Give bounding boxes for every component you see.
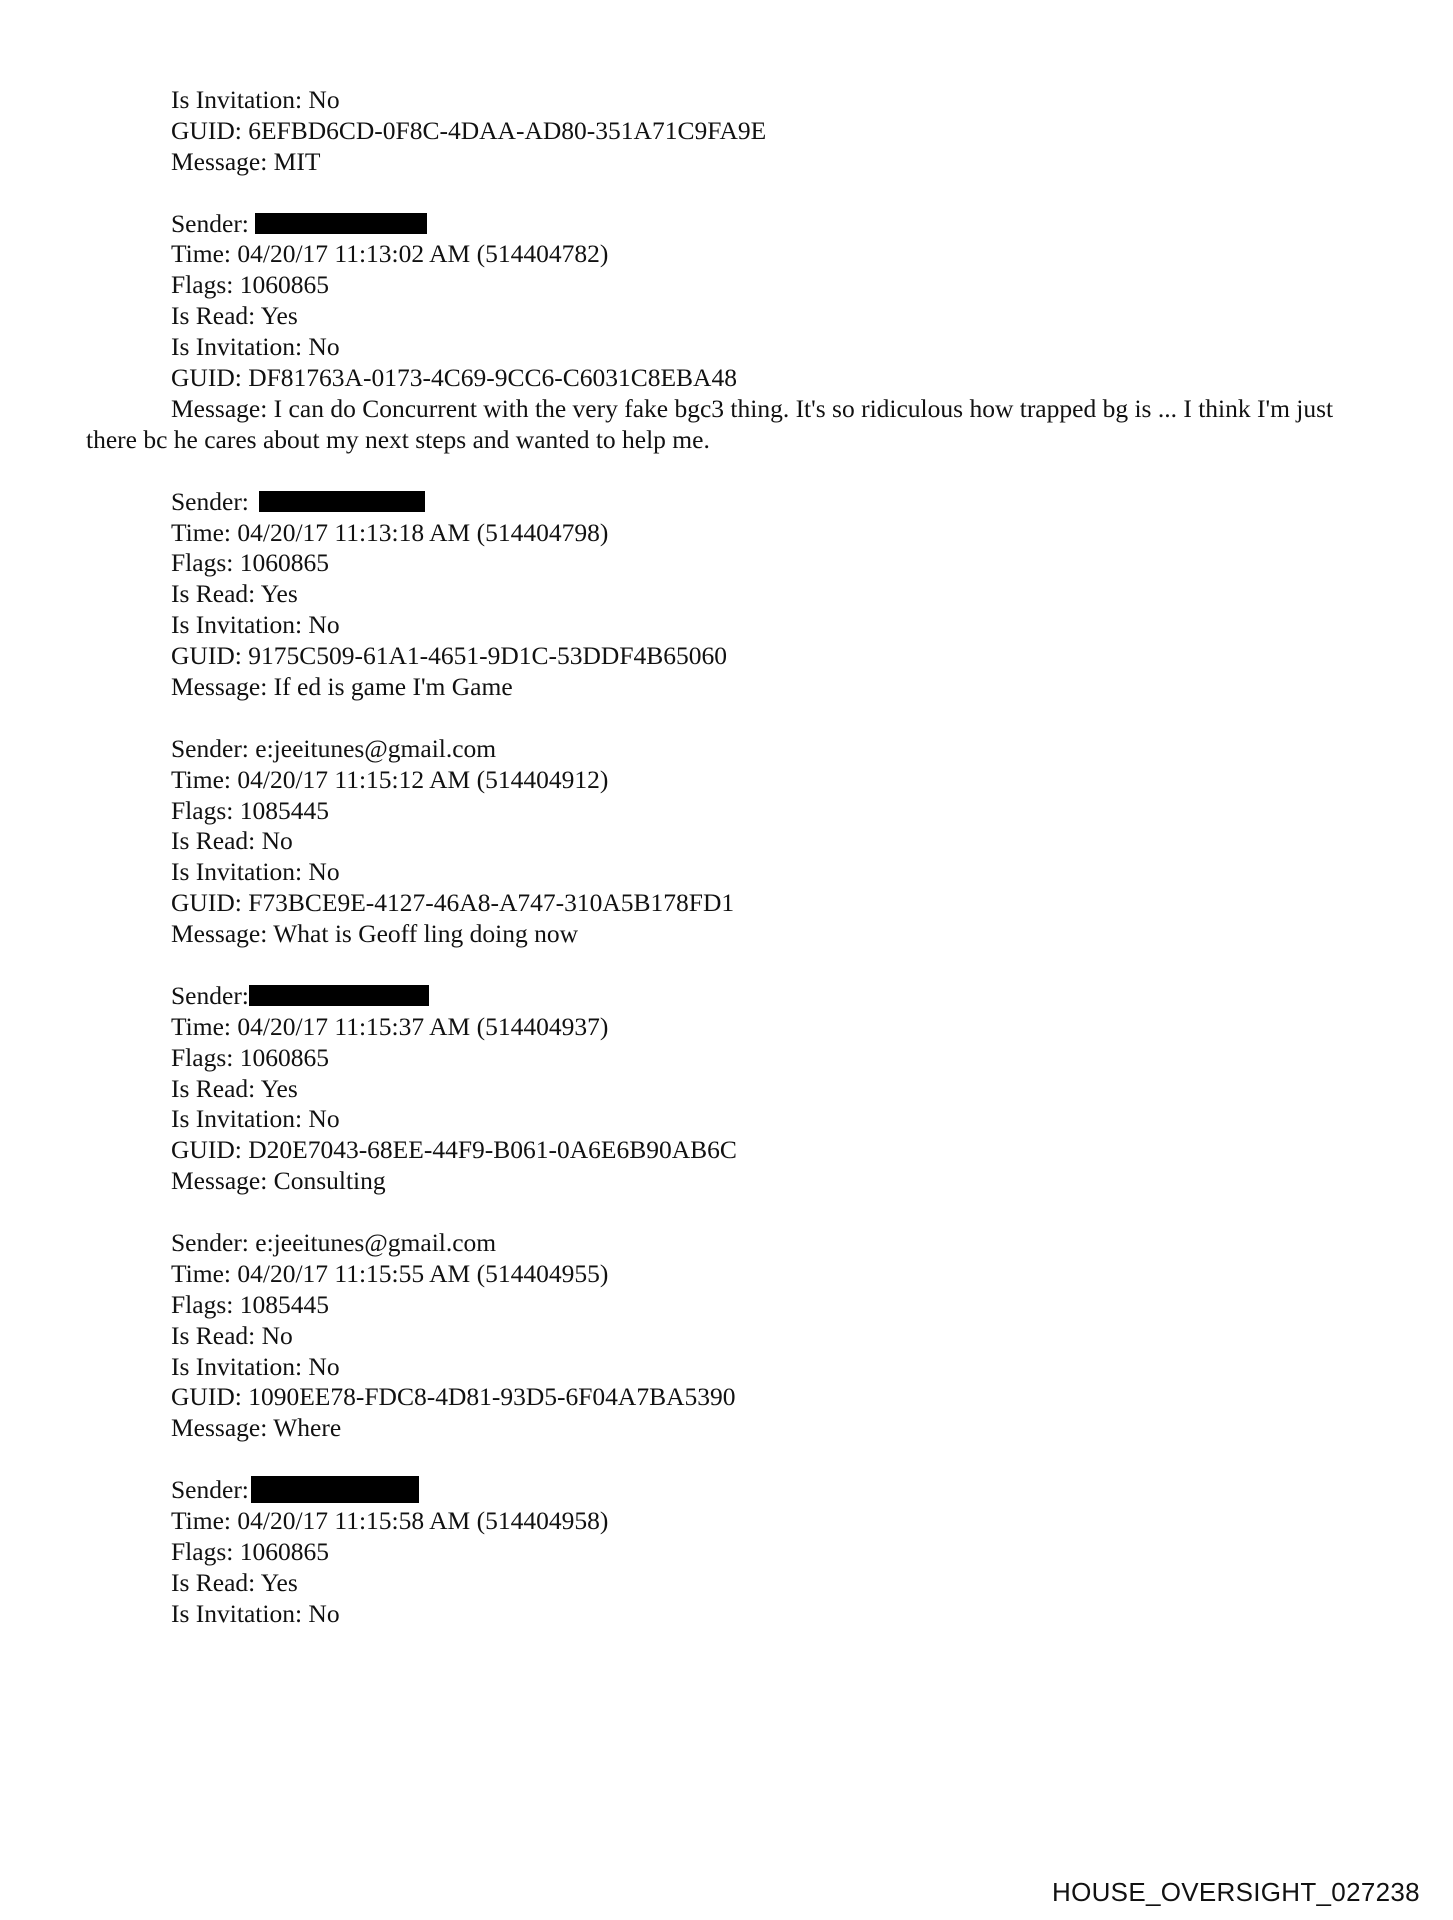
is-read: Is Read: Yes: [171, 579, 298, 609]
is-read: Is Read: Yes: [171, 301, 298, 331]
sender: Sender:: [86, 981, 1386, 1012]
is-invitation: Is Invitation: No: [171, 610, 340, 640]
record: [86, 209, 1386, 456]
sender: Sender:: [86, 487, 1386, 518]
message-log: [86, 85, 1386, 1630]
flags: Flags: 1060865: [171, 1042, 329, 1072]
is-invitation: Is Invitation: No: [171, 85, 340, 114]
guid: GUID: D20E7043-68EE-44F9-B061-0A6E6B90AB6C: [171, 1135, 737, 1165]
flags: Flags: 1060865: [171, 270, 329, 300]
guid: GUID: 1090EE78-FDC8-4D81-93D5-6F04A7BA5390: [171, 1382, 736, 1412]
time: Time: 04/20/17 11:15:58 AM (514404958): [171, 1506, 609, 1535]
record: [86, 1228, 1386, 1444]
is-read: Is Read: Yes: [171, 1567, 298, 1597]
time: Time: 04/20/17 11:15:37 AM (514404937): [171, 1011, 609, 1041]
is-read: Is Read: No: [171, 1320, 293, 1350]
time: Time: 04/20/17 11:13:18 AM (514404798): [171, 517, 609, 547]
guid: GUID: F73BCE9E-4127-46A8-A747-310A5B178FD1: [171, 888, 735, 918]
flags: Flags: 1060865: [171, 548, 329, 578]
flags: Flags: 1085445: [171, 795, 329, 825]
message: Message: Consulting: [171, 1166, 386, 1196]
guid: GUID: 6EFBD6CD-0F8C-4DAA-AD80-351A71C9FA9E: [171, 115, 767, 145]
sender: Sender:: [86, 1475, 1386, 1506]
sender: Sender:: [86, 209, 1386, 240]
bates-number: HOUSE_OVERSIGHT_027238: [1052, 1877, 1420, 1907]
record: [86, 487, 1386, 703]
guid: GUID: DF81763A-0173-4C69-9CC6-C6031C8EBA48: [171, 363, 737, 393]
is-invitation: Is Invitation: No: [171, 857, 340, 887]
is-read: Is Read: Yes: [171, 1073, 298, 1103]
is-invitation: Is Invitation: No: [171, 1104, 340, 1134]
guid: GUID: 9175C509-61A1-4651-9D1C-53DDF4B65060: [171, 641, 728, 671]
redaction-box: [251, 1476, 419, 1503]
time: Time: 04/20/17 11:15:12 AM (514404912): [171, 764, 609, 794]
redaction-box: [249, 985, 429, 1006]
time: Time: 04/20/17 11:15:55 AM (514404955): [171, 1258, 609, 1288]
message: Message: MIT: [171, 146, 321, 176]
sender: Sender: e:jeeitunes@gmail.com: [171, 1227, 497, 1257]
is-read: Is Read: No: [171, 826, 293, 856]
redaction-box: [255, 213, 427, 234]
is-invitation: Is Invitation: No: [171, 1351, 340, 1381]
record-partial: [86, 85, 1386, 178]
message: Message: Where: [171, 1413, 342, 1443]
message: Message: If ed is game I'm Game: [171, 671, 513, 701]
is-invitation: Is Invitation: No: [171, 1598, 340, 1628]
redaction-box: [259, 491, 425, 512]
is-invitation: Is Invitation: No: [171, 332, 340, 362]
message: Message: What is Geoff ling doing now: [171, 919, 579, 949]
record: [86, 1475, 1386, 1629]
flags: Flags: 1060865: [171, 1536, 329, 1566]
time: Time: 04/20/17 11:13:02 AM (514404782): [171, 239, 609, 269]
record: [86, 734, 1386, 950]
record: [86, 981, 1386, 1197]
message: Message: I can do Concurrent with the very fake bgc3 thing. It's so ridiculous how trapped bg is ... I think I'm just there bc he cares about my next steps and wanted to help me.: [86, 393, 1334, 454]
sender: Sender: e:jeeitunes@gmail.com: [171, 733, 497, 763]
flags: Flags: 1085445: [171, 1289, 329, 1319]
